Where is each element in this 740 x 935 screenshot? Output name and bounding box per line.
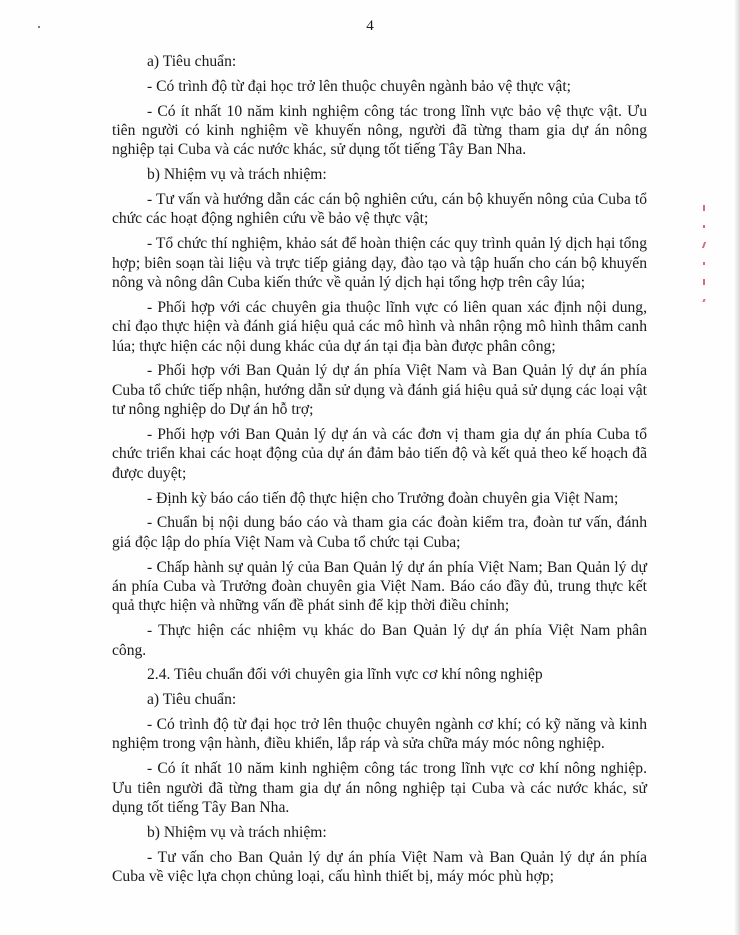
paragraph-mechanical-degree: - Có trình độ từ đại học trở lên thuộc chuyên ngành cơ khí; có kỹ năng và kinh nghiệm trong vận hành, điều khiển, lắp ráp và sửa chữa máy móc nông nghiệp. — [112, 716, 647, 753]
paragraph-duties-heading: b) Nhiệm vụ và trách nhiệm: — [147, 166, 327, 184]
margin-mark — [703, 205, 713, 211]
margin-mark — [703, 262, 709, 265]
margin-mark — [702, 299, 709, 302]
paragraph-standards-heading-2: a) Tiêu chuẩn: — [147, 691, 237, 709]
margin-annotation-marks — [703, 205, 719, 335]
paragraph-duty-comply: - Chấp hành sự quản lý của Ban Quản lý dự án phía Việt Nam; Ban Quản lý dự án phía Cuba và Trưởng đoàn chuyên gia Việt Nam. Báo cáo đầy đủ, trung thực kết quả thực hiện và những vấn đề phát sinh để kịp thời điều chỉnh; — [112, 558, 647, 615]
margin-mark — [703, 225, 709, 228]
margin-mark — [702, 242, 714, 248]
paragraph-duty-coordinate-boards: - Phối hợp với Ban Quản lý dự án phía Việt Nam và Ban Quản lý dự án phía Cuba tổ chức tiếp nhận, hướng dẫn sử dụng và đánh giá hiệu quả sử dụng các loại vật tư nông nghiệp do Dự án hỗ trợ; — [112, 362, 647, 419]
paragraph-duty-experiments: - Tổ chức thí nghiệm, khảo sát để hoàn thiện các quy trình quản lý dịch hại tổng hợp; biên soạn tài liệu và trực tiếp giảng dạy, đào tạo và tập huấn cho cán bộ khuyến nông và nông dân Cuba kiến thức về quản lý dịch hại tổng hợp trên cây lúa; — [112, 235, 647, 292]
paragraph-duties-heading-2: b) Nhiệm vụ và trách nhiệm: — [147, 823, 327, 841]
paragraph-mechanical-advise: - Tư vấn cho Ban Quản lý dự án phía Việt Nam và Ban Quản lý dự án phía Cuba về việc lựa chọn chủng loại, cấu hình thiết bị, máy móc phù hợp; — [112, 848, 647, 886]
paragraph-duty-report: - Định kỳ báo cáo tiến độ thực hiện cho Trưởng đoàn chuyên gia Việt Nam; — [147, 489, 619, 507]
margin-mark — [703, 279, 713, 285]
section-heading-2-4: 2.4. Tiêu chuẩn đối với chuyên gia lĩnh vực cơ khí nông nghiệp — [147, 666, 543, 684]
paragraph-degree-requirement: - Có trình độ từ đại học trở lên thuộc chuyên ngành bảo vệ thực vật; — [147, 77, 571, 95]
paragraph-mechanical-experience: - Có ít nhất 10 năm kinh nghiệm công tác trong lĩnh vực cơ khí nông nghiệp. Ưu tiên người đã từng tham gia dự án nông nghiệp tại Cuba và các nước khác, sử dụng tốt tiếng Tây Ban Nha. — [112, 760, 647, 817]
paragraph-duty-prepare-reports: - Chuẩn bị nội dung báo cáo và tham gia các đoàn kiểm tra, đoàn tư vấn, đánh giá độc lập do phía Việt Nam và Cuba tổ chức tại Cuba; — [112, 514, 647, 551]
scan-edge-shadow — [734, 0, 740, 935]
page-number: 4 — [366, 18, 374, 34]
paragraph-duty-coordinate-experts: - Phối hợp với các chuyên gia thuộc lĩnh vực có liên quan xác định nội dung, chỉ đạo thực hiện và đánh giá hiệu quả các mô hình và nhân rộng mô hình thâm canh lúa; thực hiện các nội dung khác của dự án tại địa bàn được phân công; — [112, 298, 647, 355]
paragraph-experience-requirement: - Có ít nhất 10 năm kinh nghiệm công tác trong lĩnh vực bảo vệ thực vật. Ưu tiên người có kinh nghiệm về khuyến nông, người đã từng tham gia dự án nông nghiệp tại Cuba và các nước khác, sử dụng tốt tiếng Tây Ban Nha. — [112, 102, 647, 159]
paragraph-standards-heading: a) Tiêu chuẩn: — [147, 53, 237, 70]
paragraph-duty-other: - Thực hiện các nhiệm vụ khác do Ban Quản lý dự án phía Việt Nam phân công. — [112, 622, 647, 659]
paragraph-duty-advise: - Tư vấn và hướng dẫn các cán bộ nghiên cứu, cán bộ khuyến nông của Cuba tổ chức các hoạt động nghiên cứu về bảo vệ thực vật; — [112, 191, 647, 228]
document-body — [112, 52, 647, 892]
paragraph-duty-implement: - Phối hợp với Ban Quản lý dự án và các đơn vị tham gia dự án phía Cuba tổ chức triển khai các hoạt động của dự án đảm bảo tiến độ và kết quả theo kế hoạch đã được duyệt; — [112, 426, 647, 482]
